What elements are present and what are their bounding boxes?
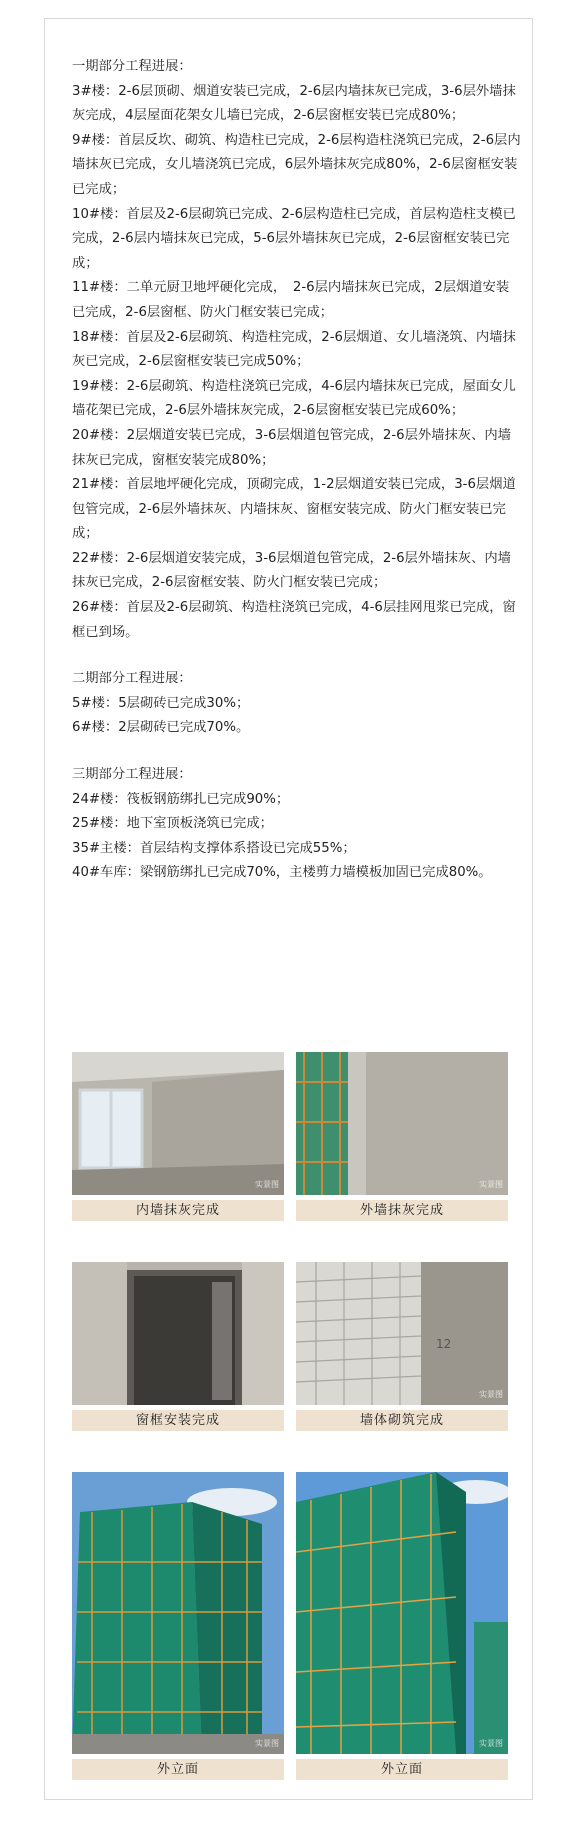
phase3-item: 25#楼：地下室顶板浇筑已完成； (72, 816, 273, 832)
phase2-item: 6#楼：2层砌砖已完成70%。 (72, 720, 250, 736)
interior-plaster-photo (72, 1052, 284, 1195)
watermark-text: 实景图 (255, 1739, 279, 1748)
photo-row (72, 1052, 512, 1216)
phase1-item: 9#楼：首层反坎、砌筑、构造柱已完成，2-6层构造柱浇筑已完成，2-6层内墙抹灰已完成，女儿墙浇筑已完成，6层外墙抹灰完成80%，2-6层窗框安装已完成； (72, 132, 521, 197)
phase2-title: 二期部分工程进展： (72, 671, 192, 687)
wall-masonry-photo (296, 1262, 508, 1405)
facade-photo (72, 1472, 284, 1754)
watermark-text: 实景图 (479, 1739, 503, 1748)
photo-caption: 墙体砌筑完成 (296, 1410, 508, 1431)
phase1-item: 10#楼：首层及2-6层砌筑已完成、2-6层构造柱已完成，首层构造柱支模已完成，2-6层内墙抹灰已完成，5-6层外墙抹灰已完成，2-6层窗框安装已完成； (72, 206, 516, 271)
phase1-item: 18#楼：首层及2-6层砌筑、构造柱完成，2-6层烟道、女儿墙浇筑、内墙抹灰已完成，2-6层窗框安装已完成50%； (72, 329, 516, 370)
photo-row (72, 1262, 512, 1426)
phase1-item: 21#楼：首层地坪硬化完成，顶砌完成，1-2层烟道安装已完成，3-6层烟道包管完成，2-6层外墙抹灰、内墙抹灰、窗框安装完成、防火门框安装已完成； (72, 477, 516, 542)
svg-text:12: 12 (436, 1337, 452, 1351)
watermark-text: 实景图 (255, 1180, 279, 1189)
phase1-item: 22#楼：2-6层烟道安装完成，3-6层烟道包管完成，2-6层外墙抹灰、内墙抹灰已完成，2-6层窗框安装、防火门框安装已完成； (72, 550, 511, 591)
exterior-plaster-photo (296, 1052, 508, 1195)
photo-row (72, 1472, 512, 1778)
watermark-text: 实景图 (479, 1390, 503, 1399)
photo-caption: 外立面 (296, 1759, 508, 1780)
phase1-item: 3#楼：2-6层顶砌、烟道安装已完成，2-6层内墙抹灰已完成，3-6层外墙抹灰完成，4层屋面花架女儿墙已完成，2-6层窗框安装已完成80%； (72, 83, 516, 124)
photo-caption: 窗框安装完成 (72, 1410, 284, 1431)
phase3-item: 35#主楼：首层结构支撑体系搭设已完成55%； (72, 840, 356, 856)
watermark-text: 实景图 (479, 1180, 503, 1189)
phase2-item: 5#楼：5层砌砖已完成30%； (72, 695, 250, 711)
phase3-title: 三期部分工程进展： (72, 767, 192, 783)
photo-caption: 外墙抹灰完成 (296, 1200, 508, 1221)
window-frame-photo (72, 1262, 284, 1405)
phase1-title: 一期部分工程进展： (72, 59, 192, 74)
phase1-item: 11#楼：二单元厨卫地坪硬化完成， 2-6层内墙抹灰已完成，2层烟道安装已完成，2-6层窗框、防火门框安装已完成； (72, 280, 510, 320)
phase3-item: 40#车库：梁钢筋绑扎已完成70%，主楼剪力墙模板加固已完成80%。 (72, 865, 492, 881)
photo-caption: 外立面 (72, 1759, 284, 1780)
photo-gallery (72, 1052, 512, 1824)
phase1-item: 19#楼：2-6层砌筑、构造柱浇筑已完成，4-6层内墙抹灰已完成，屋面女儿墙花架已完成，2-6层外墙抹灰完成，2-6层窗框安装已完成60%； (72, 378, 516, 419)
progress-text (72, 55, 522, 886)
facade-photo (296, 1472, 508, 1754)
phase1-item: 20#楼：2层烟道安装已完成，3-6层烟道包管完成，2-6层外墙抹灰、内墙抹灰已完成，窗框安装完成80%； (72, 427, 511, 468)
phase3-item: 24#楼：筏板钢筋绑扎已完成90%； (72, 791, 290, 807)
phase1-item: 26#楼：首层及2-6层砌筑、构造柱浇筑已完成，4-6层挂网甩浆已完成，窗框已到场。 (72, 600, 516, 640)
photo-caption: 内墙抹灰完成 (72, 1200, 284, 1221)
